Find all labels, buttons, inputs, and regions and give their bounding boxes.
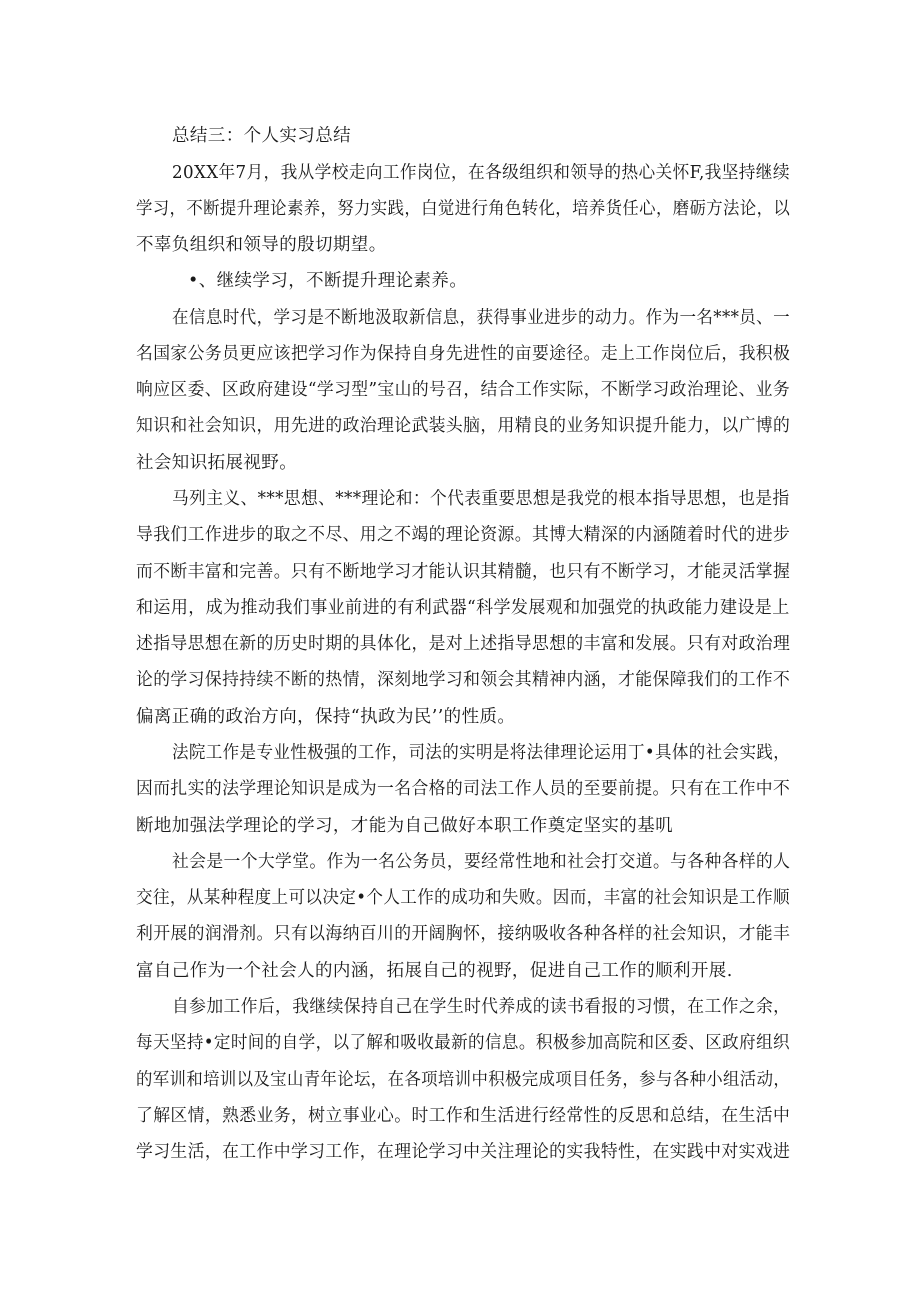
body-line: 因而扎实的法学理论知识是成为一名合格的司法工作人员的至要前提。只有在工作中不	[136, 779, 791, 799]
body-line: 断地加强法学理论的学习，才能为自己做好本职工作奠定坚实的基叽	[136, 816, 673, 836]
body-line: 响应区委、区政府建设“学习型”宝山的号召，结合工作实际，不断学习政治理论、业务	[136, 380, 791, 400]
body-line: 每天坚持•定时间的自学，以了解和吸收最新的信息。积极参加高院和区委、区政府组织	[136, 1033, 790, 1053]
body-line: 利开展的润滑剂。只有以海纳百川的开阔胸怀，接纳吸收各种各样的社会知识，才能丰	[136, 924, 791, 944]
body-line: 不辜负组织和领导的殷切期望。	[136, 235, 387, 255]
body-line: 社会知识拓展视野。	[136, 453, 298, 473]
body-line: 论的学习保持持续不断的热情，深刻地学习和领会其精神内涵，才能保障我们的工作不	[136, 670, 791, 690]
body-line: 社会是一个大学堂。作为一名公务员，要经常性地和社会打交道。与各种各样的人	[172, 852, 791, 872]
body-line: 的军训和培训以及宝山青年论坛，在各项培训中积极完成项目任务，参与各种小组活动，	[136, 1070, 791, 1090]
body-line: 富自己作为一个社会人的内涵，拓展自己的视野，促进自己工作的顺利开展.	[136, 961, 733, 981]
body-line: 马列主义、***思想、***理论和：个代表重要思想是我党的根本指导思想，也是指	[172, 489, 790, 509]
body-line: 在信息时代，学习是不断地汲取新信息，获得事业进步的动力。作为一名***员、一	[172, 308, 790, 328]
body-line: 导我们工作进步的取之不尽、用之不竭的理论资源。其博大精深的内涵随着时代的进步	[136, 525, 791, 545]
body-line: 而不断丰富和完善。只有不断地学习才能认识其精髓，也只有不断学习，才能灵活掌握	[136, 562, 791, 582]
section-heading: •、继续学习，不断提升理论素养。	[188, 271, 468, 291]
body-line: 学习生活，在工作中学习工作，在理论学习中关注理论的实我特性，在实践中对实戏进	[136, 1142, 791, 1162]
body-line: 了解区情，熟悉业务，树立事业心。时工作和生活进行经常性的反思和总结，在生活中	[136, 1106, 791, 1126]
document-title: 总结三：个人实习总结	[172, 126, 351, 146]
body-line: 和运用，成为推动我们事业前进的有利武器“科学发展观和加强党的执政能力建设是上	[136, 598, 790, 618]
body-line: 法院工作是专业性极强的工作，司法的实明是将法律理论运用丁•具体的社会实践，	[172, 743, 791, 763]
body-line: 知识和社会知识，用先进的政治理论武装头脑，用精良的业务知识提升能力，以广博的	[136, 416, 791, 436]
body-line: 名国家公务员更应该把学习作为保持自身先进性的亩要途径。走上工作岗位后，我积极	[136, 344, 791, 364]
body-line: 学习，不断提升理论素养，努力实践，白觉进行角色转化，培养货任心，磨砺方法论，以	[136, 199, 791, 219]
body-line: 述指导思想在新的历史时期的具体化，是对上述指导思想的丰富和发展。只有对政治理	[136, 634, 791, 654]
body-line: 20XX年7月，我从学校走向工作岗位，在各级组织和领导的热心关怀F,我坚持继续	[172, 163, 790, 183]
body-line: 自参加工作后，我继续保持自己在学生时代养成的读书看报的习惯，在工作之余，	[172, 997, 791, 1017]
body-line: 偏离正确的政治方向，保持“执政为民’’的性质。	[136, 707, 516, 727]
body-line: 交往，从某种程度上可以决定•个人工作的成功和失败。因而，丰富的社会知识是工作顺	[136, 888, 790, 908]
